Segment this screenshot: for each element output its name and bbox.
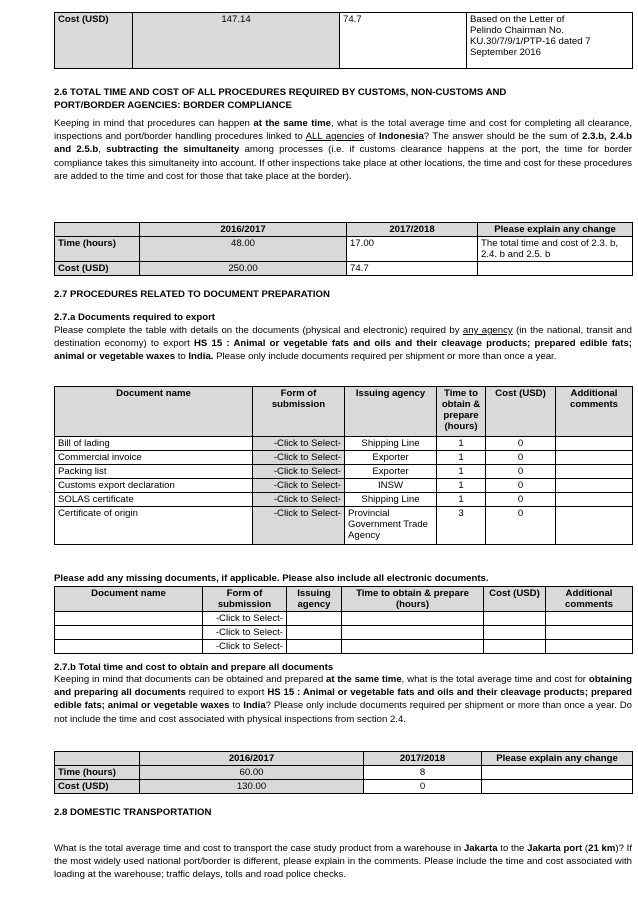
section-2-7b-heading: 2.7.b Total time and cost to obtain and prepare all documents [54, 662, 334, 673]
value-2016[interactable]: 130.00 [140, 780, 364, 794]
section-2-7b-paragraph: Keeping in mind that documents can be obtained and prepared at the same time, what is the total average time and cost for obtaining and preparing all documents required to export HS 15 : Animal or vegetable fats and oils and their cleavage products; prepared edible fats; animal or vegetable waxes to India? Please only include documents required per shipment or more than once a year. Do not include the time and cost associated with physical inspections from section 2.4. [54, 674, 632, 725]
doc-comment[interactable] [556, 437, 633, 451]
form-select[interactable]: -Click to Select- [253, 493, 345, 507]
doc-time[interactable] [342, 612, 484, 626]
doc-name[interactable]: Bill of lading [55, 437, 253, 451]
table-header-row [55, 587, 633, 612]
value-2016[interactable]: 147.14 [133, 13, 340, 69]
doc-agency[interactable]: Provincial Government Trade Agency [345, 507, 437, 545]
doc-comment[interactable] [546, 626, 633, 640]
change-note[interactable] [482, 780, 633, 794]
header-cell: Cost (USD) [484, 587, 546, 612]
note-line: Based on the Letter of [470, 14, 565, 25]
header-cell: Document name [55, 587, 203, 612]
row-label: Time (hours) [55, 237, 140, 262]
doc-agency[interactable] [287, 626, 342, 640]
doc-cost[interactable]: 0 [486, 507, 556, 545]
documents-total-table [54, 751, 633, 794]
table-row [55, 493, 633, 507]
form-select[interactable]: -Click to Select- [253, 507, 345, 545]
header-cell: Issuing agency [287, 587, 342, 612]
doc-name[interactable]: Commercial invoice [55, 451, 253, 465]
table-row [55, 479, 633, 493]
doc-agency[interactable]: Exporter [345, 465, 437, 479]
table-row [55, 262, 633, 276]
doc-time[interactable] [342, 626, 484, 640]
doc-comment[interactable] [556, 507, 633, 545]
doc-name[interactable]: Certificate of origin [55, 507, 253, 545]
section-2-8-paragraph: What is the total average time and cost to transport the case study product from a warehouse in Jakarta to the Jakarta port (21 km)? If the most widely used national port/border is different, please explain in the comments. Please include the time and cost associated with loading at the warehouse; traffic delays, tolls and road police checks. [54, 843, 633, 881]
missing-documents-table [54, 586, 633, 654]
form-select[interactable]: -Click to Select- [203, 640, 287, 654]
doc-name[interactable]: SOLAS certificate [55, 493, 253, 507]
documents-table [54, 386, 633, 545]
value-2016[interactable]: 250.00 [140, 262, 347, 276]
table-row [55, 507, 633, 545]
table-row [55, 237, 633, 262]
value-2017[interactable]: 8 [364, 766, 482, 780]
doc-cost[interactable]: 0 [486, 493, 556, 507]
doc-cost[interactable] [484, 626, 546, 640]
section-2-7-heading: 2.7 PROCEDURES RELATED TO DOCUMENT PREPARATION [54, 289, 330, 300]
row-label: Cost (USD) [55, 780, 140, 794]
header-cell: Issuing agency [345, 387, 437, 437]
header-cell: 2016/2017 [140, 752, 364, 766]
doc-cost[interactable]: 0 [486, 451, 556, 465]
form-select[interactable]: -Click to Select- [253, 479, 345, 493]
table-header-row [55, 223, 633, 237]
header-cell [55, 223, 140, 237]
doc-time[interactable]: 1 [437, 493, 486, 507]
doc-agency[interactable] [287, 640, 342, 654]
row-label: Cost (USD) [55, 13, 133, 69]
change-note[interactable] [482, 766, 633, 780]
change-note[interactable] [478, 262, 633, 276]
table-header-row [55, 387, 633, 437]
doc-time[interactable]: 1 [437, 465, 486, 479]
value-2017[interactable]: 74.7 [340, 13, 467, 69]
doc-comment[interactable] [556, 479, 633, 493]
value-2016[interactable]: 60.00 [140, 766, 364, 780]
doc-agency[interactable]: INSW [345, 479, 437, 493]
header-cell: 2017/2018 [347, 223, 478, 237]
doc-comment[interactable] [546, 640, 633, 654]
missing-docs-heading: Please add any missing documents, if applicable. Please also include all electronic documents. [54, 573, 489, 584]
value-2017[interactable]: 74.7 [347, 262, 478, 276]
form-select[interactable]: -Click to Select- [203, 612, 287, 626]
header-cell [55, 752, 140, 766]
doc-name[interactable] [55, 612, 203, 626]
value-2016[interactable]: 48.00 [140, 237, 347, 262]
doc-comment[interactable] [556, 451, 633, 465]
value-2017[interactable]: 17.00 [347, 237, 478, 262]
header-cell: Form of submission [253, 387, 345, 437]
doc-agency[interactable]: Shipping Line [345, 437, 437, 451]
doc-name[interactable] [55, 626, 203, 640]
header-cell: 2017/2018 [364, 752, 482, 766]
table-row [55, 612, 633, 626]
form-select[interactable]: -Click to Select- [253, 437, 345, 451]
section-2-6-heading [54, 86, 632, 112]
section-2-7a-paragraph: Please complete the table with details on the documents (physical and electronic) required by any agency (in the national, transit and destination economy) to export HS 15 : Animal or vegetable fats and oils and their cleavage products; prepared edible fats; animal or vegetable waxes to India. Please only include documents required per shipment or more than once a year. [54, 325, 633, 363]
header-cell: 2016/2017 [140, 223, 347, 237]
doc-time[interactable]: 1 [437, 451, 486, 465]
row-label: Cost (USD) [55, 262, 140, 276]
table-header-row [55, 752, 633, 766]
doc-name[interactable] [55, 640, 203, 654]
header-cell: Please explain any change [478, 223, 633, 237]
doc-comment[interactable] [546, 612, 633, 626]
doc-comment[interactable] [556, 493, 633, 507]
change-note[interactable] [467, 13, 633, 69]
note-line: September 2016 [470, 47, 541, 58]
table-row [55, 13, 633, 69]
doc-cost[interactable]: 0 [486, 465, 556, 479]
doc-time[interactable] [342, 640, 484, 654]
heading-line: PORT/BORDER AGENCIES: BORDER COMPLIANCE [54, 100, 292, 111]
section-2-7a-heading: 2.7.a Documents required to export [54, 312, 215, 323]
table-row [55, 626, 633, 640]
header-cell: Additional comments [546, 587, 633, 612]
doc-time[interactable]: 1 [437, 479, 486, 493]
doc-cost[interactable]: 0 [486, 479, 556, 493]
doc-cost[interactable] [484, 640, 546, 654]
doc-agency[interactable]: Exporter [345, 451, 437, 465]
note-line: KU.30/7/9/1/PTP-16 dated 7 [470, 36, 591, 47]
table-row [55, 437, 633, 451]
header-cell: Cost (USD) [486, 387, 556, 437]
form-select[interactable]: -Click to Select- [253, 465, 345, 479]
header-cell: Document name [55, 387, 253, 437]
section-2-8-heading: 2.8 DOMESTIC TRANSPORTATION [54, 807, 212, 818]
doc-cost[interactable]: 0 [486, 437, 556, 451]
header-cell: Time to obtain & prepare (hours) [437, 387, 486, 437]
value-2017[interactable]: 0 [364, 780, 482, 794]
table-row [55, 780, 633, 794]
top-cost-table [54, 12, 633, 69]
header-cell: Please explain any change [482, 752, 633, 766]
header-cell: Additional comments [556, 387, 633, 437]
doc-name[interactable]: Customs export declaration [55, 479, 253, 493]
heading-line: 2.6 TOTAL TIME AND COST OF ALL PROCEDURES REQUIRED BY CUSTOMS, NON-CUSTOMS AND [54, 87, 507, 98]
row-label: Time (hours) [55, 766, 140, 780]
doc-agency[interactable]: Shipping Line [345, 493, 437, 507]
form-select[interactable]: -Click to Select- [253, 451, 345, 465]
doc-cost[interactable] [484, 612, 546, 626]
table-row [55, 465, 633, 479]
doc-name[interactable]: Packing list [55, 465, 253, 479]
table-row [55, 451, 633, 465]
table-row [55, 640, 633, 654]
doc-comment[interactable] [556, 465, 633, 479]
doc-agency[interactable] [287, 612, 342, 626]
header-cell: Time to obtain & prepare (hours) [342, 587, 484, 612]
section-2-6-paragraph: Keeping in mind that procedures can happen at the same time, what is the total average time and cost for completing all clearance, inspections and port/border handling procedures linked to ALL agencies of Indonesia? The answer should be the sum of 2.3.b, 2.4.b and 2.5.b, subtracting the simultaneity among processes (i.e. if customs clearance happens at the port, the time for border compliance takes this simultaneity into account. If other inspections take place at other locations, the time and cost for these procedures are added to the time and cost for those that take place at the border). [54, 118, 632, 182]
form-select[interactable]: -Click to Select- [203, 626, 287, 640]
note-line: Pelindo Chairman No. [470, 25, 564, 36]
change-note[interactable]: The total time and cost of 2.3. b, 2.4. b and 2.5. b [478, 237, 633, 262]
border-compliance-table [54, 222, 633, 276]
header-cell: Form of submission [203, 587, 287, 612]
doc-time[interactable]: 1 [437, 437, 486, 451]
table-row [55, 766, 633, 780]
doc-time[interactable]: 3 [437, 507, 486, 545]
